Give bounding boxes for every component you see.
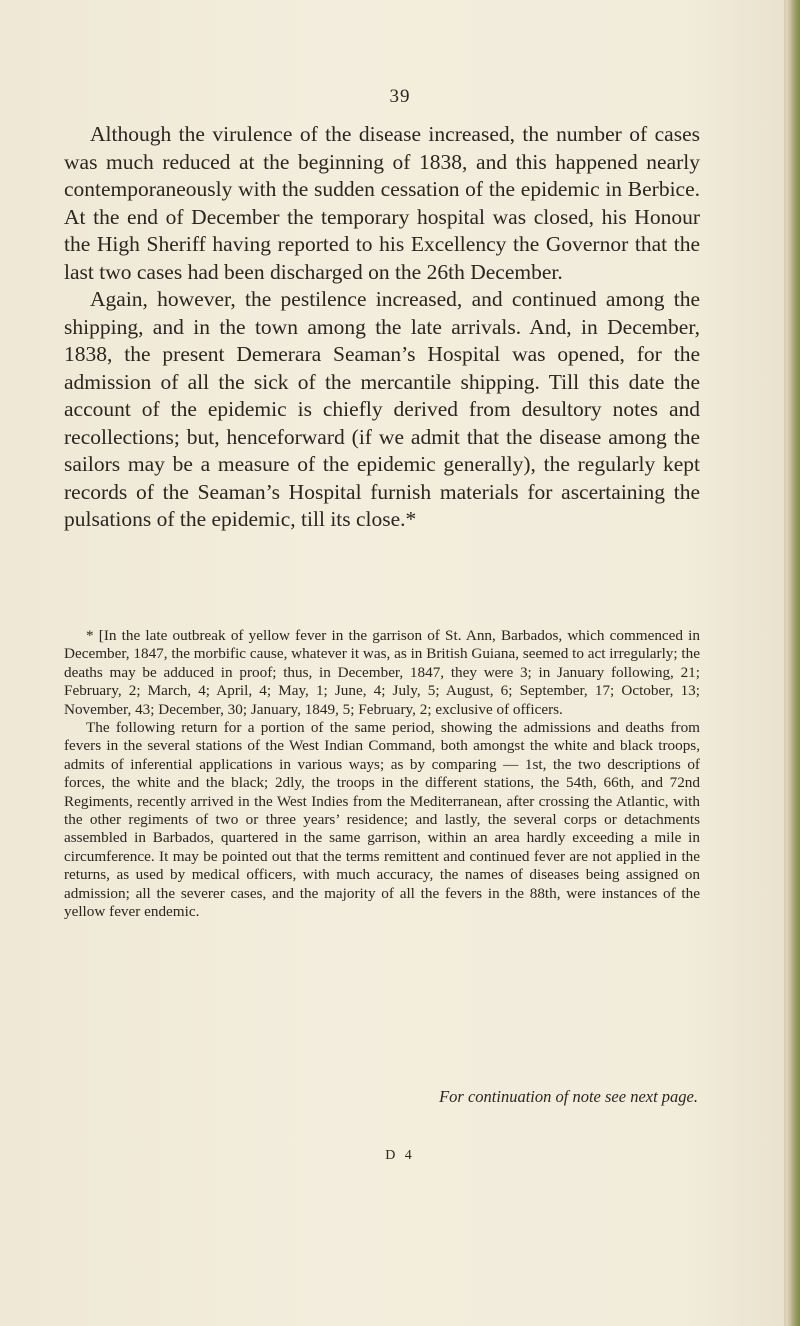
footnote-paragraph-2: The following return for a portion of the same period, showing the admissions and deaths from fevers in the several stations of the West Indian Command, both amongst the white and black troops, admits of inferential applications in various ways; as by comparing — 1st, the two descriptions of forces, the white and the black; 2dly, the troops in the different stations, the 54th, 66th, and 72nd Regiments, recently arrived in the West Indies from the Mediterranean, after crossing the Atlantic, with the other regiments of two or three years’ residence; and lastly, the several corps or detachments assembled in Barbados, quartered in the same garrison, within an area hardly exceeding a mile in circumference. It may be pointed out that the terms remittent and continued fever are not applied in the returns, as used by medical officers, with much accuracy, the names of diseases being assigned on admission; all the severer cases, and the majority of all the fevers in the 88th, were instances of the yellow fever endemic. bbox=[64, 719, 700, 921]
continuation-note: For continuation of note see next page. bbox=[439, 1087, 698, 1106]
footnote-paragraph-1: * [In the late outbreak of yellow fever in the garrison of St. Ann, Barbados, which commenced in December, 1847, the morbific cause, whatever it was, as in British Guiana, seemed to act irregularly; the deaths may be adduced in proof; thus, in December, 1847, they were 3; in January following, 21; February, 2; March, 4; April, 4; May, 1; June, 4; July, 5; August, 6; September, 17; October, 13; November, 43; December, 30; January, 1849, 5; February, 2; exclusive of officers. bbox=[64, 627, 700, 718]
main-text bbox=[64, 121, 700, 534]
footnote bbox=[64, 627, 700, 922]
binding-edge bbox=[786, 0, 800, 1326]
signature-mark: D 4 bbox=[385, 1148, 415, 1163]
paragraph-1: Although the virulence of the disease increased, the number of cases was much reduced at the beginning of 1838, and this happened nearly contemporaneously with the sudden cessation of the epidemic in Berbice. At the end of December the temporary hospital was closed, his Honour the High Sheriff having reported to his Excellency the Governor that the last two cases had been discharged on the 26th December. bbox=[64, 122, 700, 284]
page-number: 39 bbox=[389, 86, 411, 107]
paragraph-2: Again, however, the pestilence increased, and continued among the shipping, and in the town among the late arrivals. And, in December, 1838, the present Demerara Seaman’s Hospital was opened, for the admission of all the sick of the mercantile shipping. Till this date the account of the epidemic is chiefly derived from desultory notes and recollections; but, henceforward (if we admit that the disease among the sailors may be a measure of the epidemic generally), the regularly kept records of the Seaman’s Hospital furnish materials for ascertaining the pulsations of the epidemic, till its close.* bbox=[64, 287, 700, 531]
